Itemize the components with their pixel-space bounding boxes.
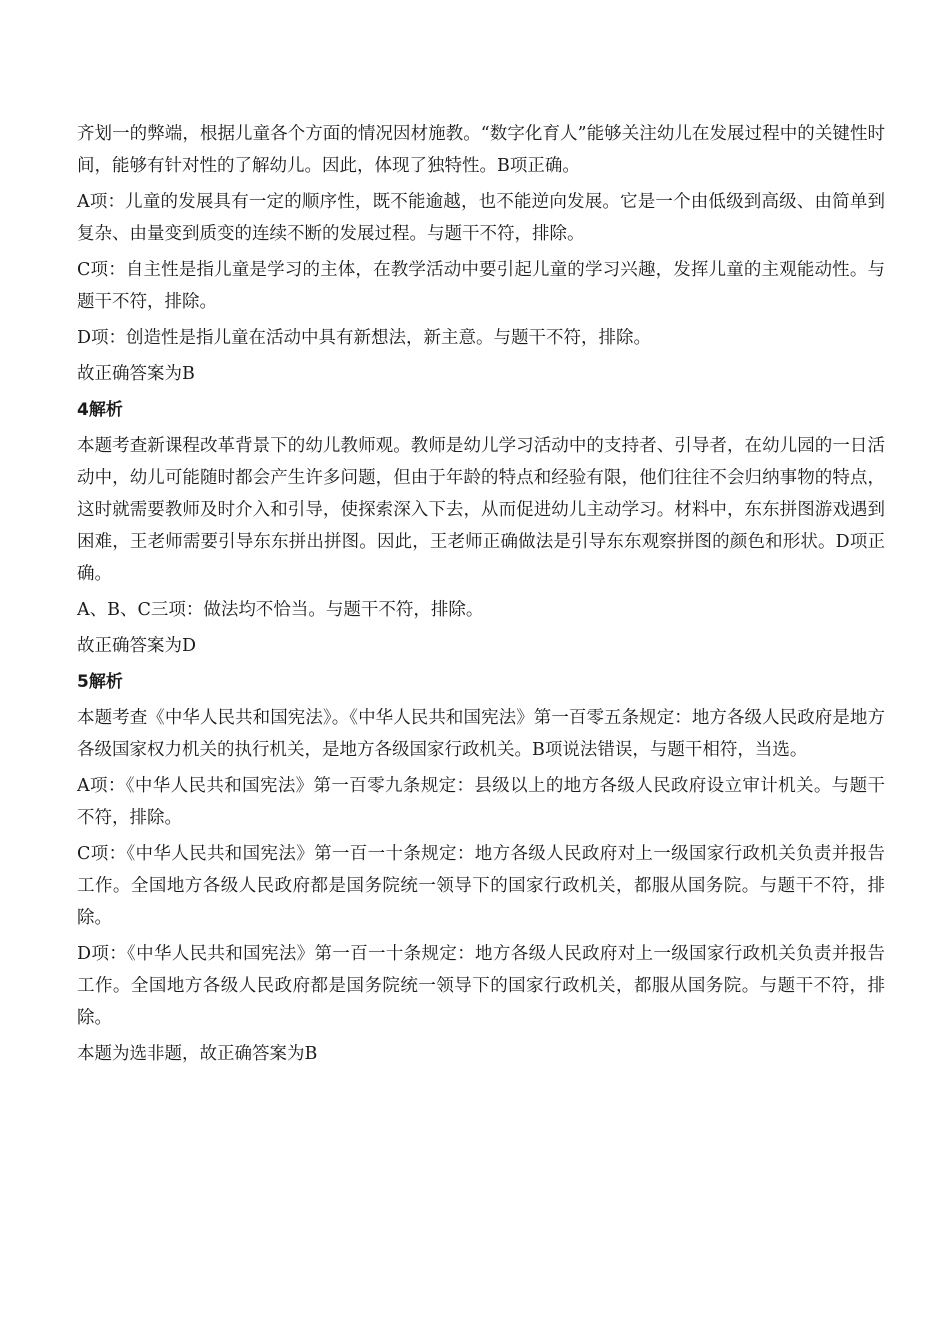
option-c-explanation: C项：自主性是指儿童是学习的主体，在教学活动中要引起儿童的学习兴趣，发挥儿童的主观能动性。与题干不符，排除。 bbox=[77, 260, 885, 312]
section-heading: 5解析 bbox=[77, 672, 123, 692]
section-paragraph: C项：《中华人民共和国宪法》第一百一十条规定：地方各级人民政府对上一级国家行政机关负责并报告工作。全国地方各级人民政府都是国务院统一领导下的国家行政机关，都服从国务院。与题干不符，排除。 bbox=[77, 844, 885, 928]
answer-line: 故正确答案为B bbox=[77, 364, 195, 384]
option-a-explanation: A项：儿童的发展具有一定的顺序性，既不能逾越，也不能逆向发展。它是一个由低级到高级、由简单到复杂、由量变到质变的连续不断的发展过程。与题干不符，排除。 bbox=[77, 192, 885, 244]
section-5 bbox=[77, 666, 885, 1070]
section-paragraph: 本题考查《中华人民共和国宪法》。《中华人民共和国宪法》第一百零五条规定：地方各级人民政府是地方各级国家权力机关的执行机关，是地方各级国家行政机关。B项说法错误，与题干相符，当选。 bbox=[77, 708, 885, 760]
answer-line: 故正确答案为D bbox=[77, 636, 197, 656]
section-paragraph: 本题考查新课程改革背景下的幼儿教师观。教师是幼儿学习活动中的支持者、引导者，在幼儿园的一日活动中，幼儿可能随时都会产生许多问题，但由于年龄的特点和经验有限，他们往往不会归纳事物的特点，这时就需要教师及时介入和引导，使探索深入下去，从而促进幼儿主动学习。材料中，东东拼图游戏遇到困难，王老师需要引导东东拼出拼图。因此，王老师正确做法是引导东东观察拼图的颜色和形状。D项正确。 bbox=[77, 436, 885, 584]
section-4 bbox=[77, 394, 885, 662]
paragraph-continuation: 齐划一的弊端，根据儿童各个方面的情况因材施教。“数字化育人”能够关注幼儿在发展过程中的关键性时间，能够有针对性的了解幼儿。因此，体现了独特性。B项正确。 bbox=[77, 124, 885, 176]
answer-line: 本题为选非题，故正确答案为B bbox=[77, 1044, 318, 1064]
section-paragraph: D项：《中华人民共和国宪法》第一百一十条规定：地方各级人民政府对上一级国家行政机关负责并报告工作。全国地方各级人民政府都是国务院统一领导下的国家行政机关，都服从国务院。与题干不符，排除。 bbox=[77, 944, 885, 1028]
option-d-explanation: D项：创造性是指儿童在活动中具有新想法，新主意。与题干不符，排除。 bbox=[77, 328, 652, 348]
section-paragraph: A项：《中华人民共和国宪法》第一百零九条规定：县级以上的地方各级人民政府设立审计机关。与题干不符，排除。 bbox=[77, 776, 885, 828]
section-heading: 4解析 bbox=[77, 400, 123, 420]
document-page bbox=[77, 118, 885, 1074]
section-paragraph: A、B、C三项：做法均不恰当。与题干不符，排除。 bbox=[77, 600, 484, 620]
